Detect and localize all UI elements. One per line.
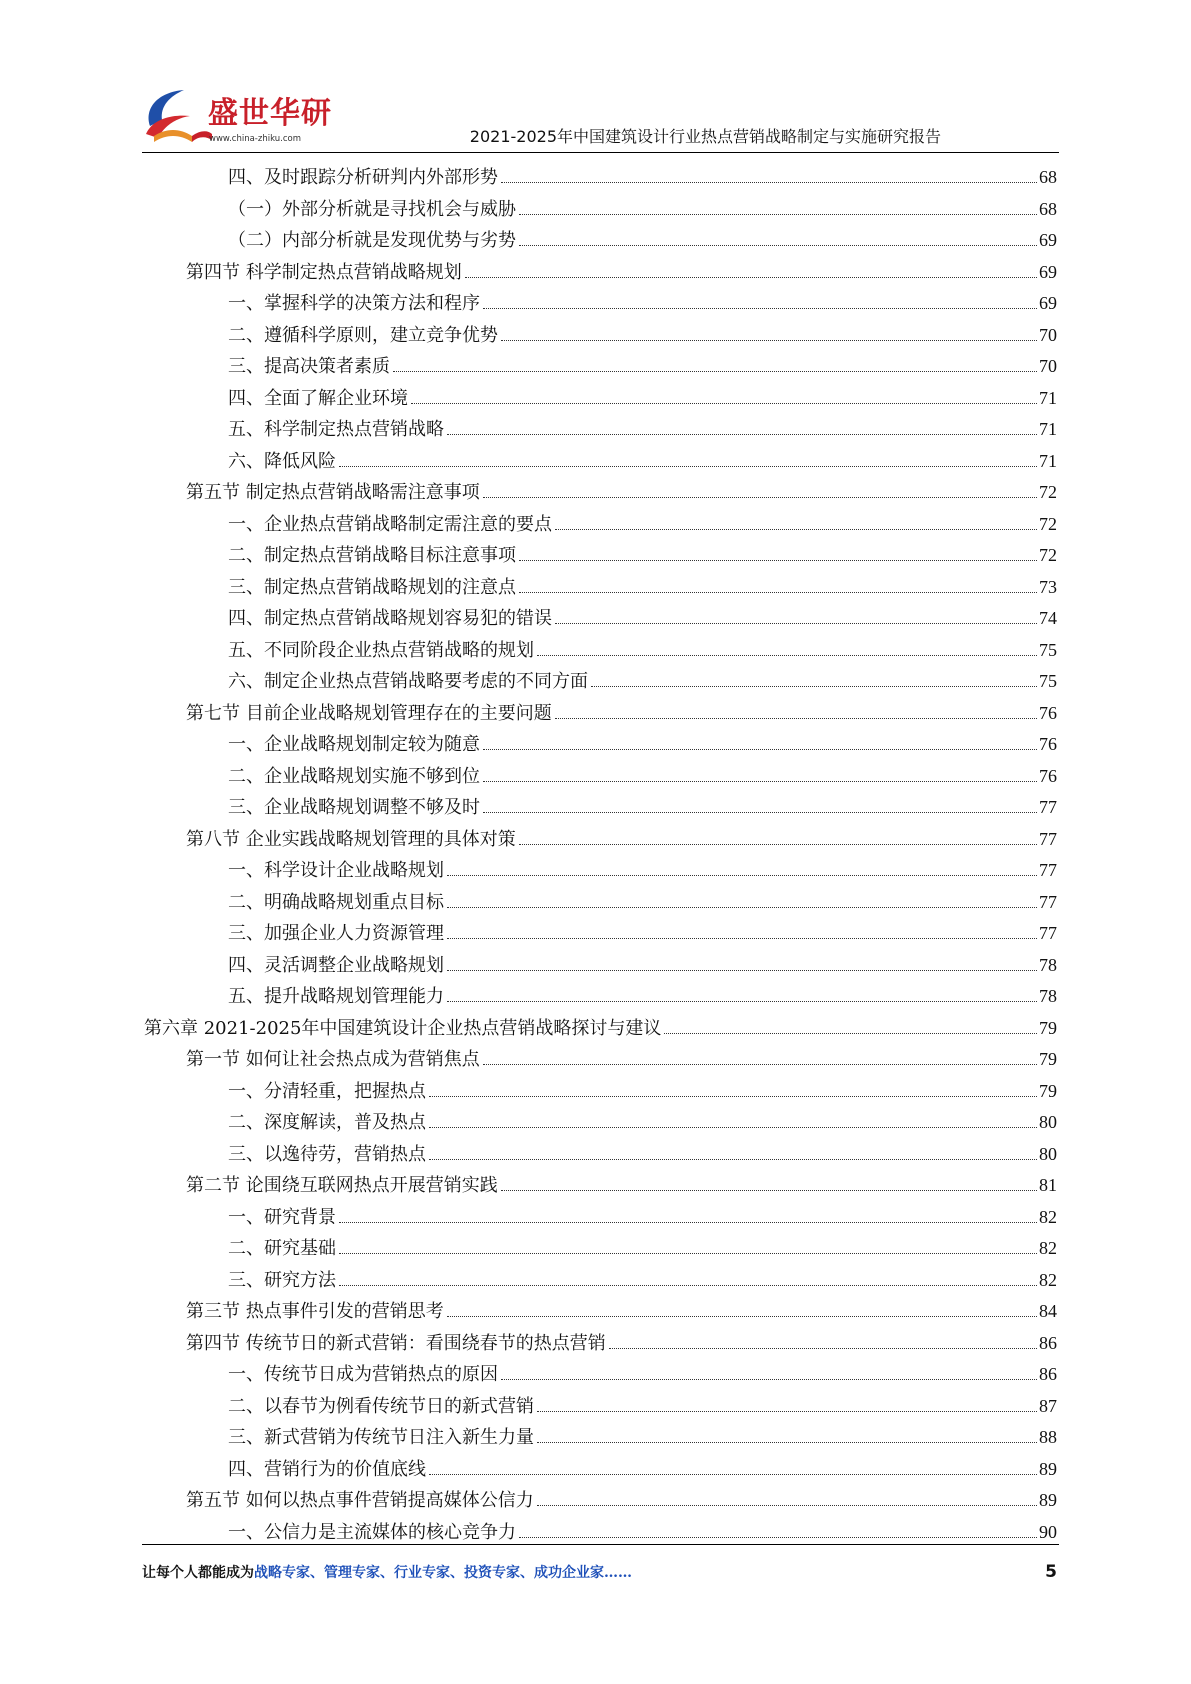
- toc-page-number: 70: [1039, 356, 1057, 376]
- toc-dot-leader: [411, 403, 1037, 404]
- toc-page-number: 75: [1039, 639, 1057, 660]
- toc-entry-title: 第四节 科学制定热点营销战略规划: [186, 261, 462, 283]
- toc-page-number: 90: [1039, 1521, 1057, 1542]
- toc-page-number: 75: [1039, 671, 1057, 691]
- toc-entry-title: 五、提升战略规划管理能力: [228, 986, 444, 1007]
- toc-entry[interactable]: [144, 1107, 1057, 1139]
- toc-entry[interactable]: [144, 351, 1057, 383]
- toc-page-number: 70: [1039, 324, 1057, 345]
- toc-dot-leader: [483, 812, 1037, 813]
- slogan-prefix: 让每个人都能成为: [142, 1565, 254, 1581]
- toc-page-number: 79: [1039, 1049, 1057, 1069]
- toc-entry[interactable]: [144, 603, 1057, 635]
- toc-entry[interactable]: [144, 698, 1057, 730]
- toc-page-number: 71: [1039, 419, 1057, 439]
- toc-entry-title: 三、新式营销为传统节日注入新生力量: [228, 1427, 534, 1448]
- toc-entry[interactable]: [144, 572, 1057, 604]
- toc-page-number: 87: [1039, 1395, 1057, 1416]
- toc-page-number: 68: [1039, 167, 1057, 187]
- toc-entry[interactable]: [144, 1391, 1057, 1423]
- toc-entry-title: 四、及时跟踪分析研判内外部形势: [228, 167, 498, 188]
- footer-divider: [142, 1544, 1059, 1545]
- toc-entry[interactable]: [144, 981, 1057, 1013]
- toc-entry[interactable]: [144, 1013, 1057, 1045]
- toc-entry-title: 一、传统节日成为营销热点的原因: [228, 1364, 498, 1385]
- toc-dot-leader: [447, 907, 1037, 908]
- toc-entry-title: 二、企业战略规划实施不够到位: [228, 765, 480, 787]
- toc-entry[interactable]: [144, 257, 1057, 289]
- toc-entry-title: 二、深度解读，普及热点: [228, 1112, 426, 1133]
- toc-dot-leader: [339, 1285, 1037, 1286]
- toc-entry[interactable]: [144, 824, 1057, 856]
- toc-entry-title: 四、制定热点营销战略规划容易犯的错误: [228, 608, 552, 629]
- toc-dot-leader: [519, 245, 1037, 246]
- toc-dot-leader: [519, 592, 1037, 593]
- toc-entry-title: 一、企业战略规划制定较为随意: [228, 734, 480, 755]
- toc-entry[interactable]: [144, 383, 1057, 415]
- toc-entry-title: 第六章 2021-2025年中国建筑设计企业热点营销战略探讨与建议: [144, 1017, 662, 1039]
- toc-entry[interactable]: [144, 446, 1057, 478]
- toc-dot-leader: [591, 686, 1037, 687]
- toc-entry[interactable]: [144, 1139, 1057, 1171]
- toc-dot-leader: [393, 371, 1037, 372]
- toc-dot-leader: [555, 623, 1037, 624]
- toc-page-number: 76: [1039, 734, 1057, 754]
- toc-entry-title: 五、科学制定热点营销战略: [228, 419, 444, 440]
- toc-dot-leader: [447, 970, 1037, 971]
- report-title: 2021-2025年中国建筑设计行业热点营销战略制定与实施研究报告: [469, 127, 941, 146]
- toc-entry-title: 一、分清轻重，把握热点: [228, 1080, 426, 1102]
- toc-dot-leader: [483, 1064, 1037, 1065]
- toc-page-number: 69: [1039, 261, 1057, 282]
- toc-dot-leader: [555, 718, 1037, 719]
- toc-page-number: 80: [1039, 1112, 1057, 1132]
- toc-entry-title: 二、明确战略规划重点目标: [228, 891, 444, 913]
- toc-entry[interactable]: [144, 855, 1057, 887]
- toc-dot-leader: [447, 434, 1037, 435]
- toc-entry[interactable]: [144, 288, 1057, 320]
- toc-entry[interactable]: [144, 1296, 1057, 1328]
- toc-page-number: 73: [1039, 576, 1057, 597]
- toc-page-number: 89: [1039, 1490, 1057, 1510]
- toc-entry[interactable]: [144, 1265, 1057, 1297]
- toc-entry[interactable]: [144, 918, 1057, 950]
- toc-entry[interactable]: [144, 509, 1057, 541]
- toc-dot-leader: [429, 1474, 1037, 1475]
- toc-entry-title: 第七节 目前企业战略规划管理存在的主要问题: [186, 702, 552, 724]
- toc-entry-title: 四、营销行为的价值底线: [228, 1458, 426, 1480]
- toc-dot-leader: [339, 1222, 1037, 1223]
- toc-dot-leader: [483, 497, 1037, 498]
- toc-dot-leader: [537, 655, 1037, 656]
- slogan-highlight: 战略专家、管理专家、行业专家、投资专家、成功企业家……: [254, 1565, 632, 1581]
- toc-entry-title: 一、研究背景: [228, 1206, 336, 1228]
- toc-dot-leader: [555, 529, 1037, 530]
- toc-entry[interactable]: [144, 225, 1057, 257]
- toc-page-number: 71: [1039, 450, 1057, 471]
- toc-entry-title: 第一节 如何让社会热点成为营销焦点: [186, 1049, 480, 1070]
- toc-entry-title: 二、研究基础: [228, 1238, 336, 1259]
- toc-entry-title: 五、不同阶段企业热点营销战略的规划: [228, 639, 534, 661]
- toc-entry-title: 第四节 传统节日的新式营销：看围绕春节的热点营销: [186, 1332, 606, 1354]
- toc-dot-leader: [519, 844, 1037, 845]
- toc-page-number: 72: [1039, 545, 1057, 565]
- page-number: 5: [1045, 1562, 1057, 1582]
- toc-page-number: 68: [1039, 198, 1057, 219]
- toc-entry-title: 六、降低风险: [228, 450, 336, 472]
- toc-entry-title: 三、制定热点营销战略规划的注意点: [228, 576, 516, 598]
- toc-dot-leader: [447, 1001, 1037, 1002]
- table-of-contents: [144, 162, 1057, 1548]
- toc-entry[interactable]: [144, 540, 1057, 572]
- toc-page-number: 86: [1039, 1332, 1057, 1353]
- toc-entry-title: 二、以春节为例看传统节日的新式营销: [228, 1395, 534, 1417]
- toc-page-number: 82: [1039, 1269, 1057, 1290]
- toc-entry[interactable]: [144, 1454, 1057, 1486]
- toc-entry-title: 三、加强企业人力资源管理: [228, 923, 444, 944]
- toc-entry-title: 一、企业热点营销战略制定需注意的要点: [228, 513, 552, 535]
- toc-dot-leader: [339, 466, 1037, 467]
- toc-page-number: 77: [1039, 891, 1057, 912]
- toc-entry[interactable]: [144, 1328, 1057, 1360]
- toc-page-number: 79: [1039, 1017, 1057, 1038]
- toc-entry[interactable]: [144, 761, 1057, 793]
- toc-dot-leader: [501, 182, 1037, 183]
- toc-entry[interactable]: [144, 666, 1057, 698]
- toc-entry[interactable]: [144, 1422, 1057, 1454]
- toc-entry-title: 一、公信力是主流媒体的核心竞争力: [228, 1521, 516, 1543]
- toc-entry[interactable]: [144, 320, 1057, 352]
- toc-entry[interactable]: [144, 477, 1057, 509]
- toc-entry[interactable]: [144, 194, 1057, 226]
- toc-page-number: 78: [1039, 986, 1057, 1006]
- toc-entry[interactable]: [144, 1170, 1057, 1202]
- toc-page-number: 76: [1039, 702, 1057, 723]
- toc-page-number: 81: [1039, 1175, 1057, 1195]
- toc-dot-leader: [519, 1537, 1037, 1538]
- toc-entry[interactable]: [144, 1044, 1057, 1076]
- toc-page-number: 74: [1039, 608, 1057, 628]
- toc-entry-title: 四、全面了解企业环境: [228, 387, 408, 409]
- toc-page-number: 82: [1039, 1206, 1057, 1227]
- toc-entry-title: 第五节 制定热点营销战略需注意事项: [186, 482, 480, 503]
- toc-entry-title: 第二节 论围绕互联网热点开展营销实践: [186, 1175, 498, 1196]
- toc-entry[interactable]: [144, 1076, 1057, 1108]
- toc-entry-title: 三、提高决策者素质: [228, 356, 390, 377]
- toc-entry-title: 第五节 如何以热点事件营销提高媒体公信力: [186, 1490, 534, 1511]
- toc-dot-leader: [465, 277, 1037, 278]
- footer-slogan: [142, 1563, 632, 1583]
- toc-page-number: 88: [1039, 1427, 1057, 1447]
- toc-dot-leader: [447, 938, 1037, 939]
- toc-dot-leader: [609, 1348, 1037, 1349]
- page-header: [0, 0, 1191, 160]
- toc-entry[interactable]: [144, 950, 1057, 982]
- toc-page-number: 80: [1039, 1143, 1057, 1164]
- toc-entry-title: 三、研究方法: [228, 1269, 336, 1291]
- toc-entry-title: 四、灵活调整企业战略规划: [228, 954, 444, 976]
- toc-entry[interactable]: [144, 1359, 1057, 1391]
- toc-entry[interactable]: [144, 162, 1057, 194]
- toc-dot-leader: [447, 1316, 1037, 1317]
- toc-page-number: 69: [1039, 230, 1057, 250]
- toc-entry[interactable]: [144, 414, 1057, 446]
- toc-entry-title: 三、企业战略规划调整不够及时: [228, 797, 480, 818]
- toc-page-number: 82: [1039, 1238, 1057, 1258]
- toc-entry-title: （一）外部分析就是寻找机会与威胁: [228, 198, 516, 220]
- header-divider: [142, 152, 1059, 153]
- toc-dot-leader: [537, 1411, 1037, 1412]
- toc-page-number: 72: [1039, 513, 1057, 534]
- toc-dot-leader: [429, 1127, 1037, 1128]
- toc-entry[interactable]: [144, 887, 1057, 919]
- toc-dot-leader: [664, 1033, 1037, 1034]
- toc-dot-leader: [429, 1159, 1037, 1160]
- toc-dot-leader: [483, 749, 1037, 750]
- toc-page-number: 77: [1039, 923, 1057, 943]
- toc-page-number: 72: [1039, 482, 1057, 502]
- logo-brand-name: 盛世华研: [208, 96, 332, 131]
- toc-entry[interactable]: [144, 729, 1057, 761]
- toc-dot-leader: [429, 1096, 1037, 1097]
- toc-entry-title: 一、科学设计企业战略规划: [228, 860, 444, 881]
- toc-entry[interactable]: [144, 1485, 1057, 1517]
- toc-entry-title: 六、制定企业热点营销战略要考虑的不同方面: [228, 671, 588, 692]
- toc-page-number: 79: [1039, 1080, 1057, 1101]
- toc-entry[interactable]: [144, 635, 1057, 667]
- toc-dot-leader: [501, 1190, 1037, 1191]
- toc-dot-leader: [447, 875, 1037, 876]
- toc-page-number: 77: [1039, 860, 1057, 880]
- toc-page-number: 77: [1039, 828, 1057, 849]
- toc-entry-title: 二、遵循科学原则，建立竞争优势: [228, 324, 498, 346]
- toc-page-number: 86: [1039, 1364, 1057, 1384]
- toc-entry[interactable]: [144, 792, 1057, 824]
- logo-website: www.china-zhiku.com: [209, 134, 301, 144]
- toc-dot-leader: [339, 1253, 1037, 1254]
- toc-page-number: 71: [1039, 387, 1057, 408]
- toc-entry-title: 第三节 热点事件引发的营销思考: [186, 1301, 444, 1322]
- toc-dot-leader: [519, 214, 1037, 215]
- toc-entry-title: 二、制定热点营销战略目标注意事项: [228, 545, 516, 566]
- toc-entry-title: 一、掌握科学的决策方法和程序: [228, 293, 480, 314]
- toc-page-number: 84: [1039, 1301, 1057, 1321]
- toc-dot-leader: [519, 560, 1037, 561]
- toc-dot-leader: [483, 781, 1037, 782]
- toc-entry[interactable]: [144, 1233, 1057, 1265]
- toc-dot-leader: [501, 1379, 1037, 1380]
- toc-dot-leader: [483, 308, 1037, 309]
- toc-page-number: 78: [1039, 954, 1057, 975]
- toc-dot-leader: [501, 340, 1037, 341]
- toc-page-number: 77: [1039, 797, 1057, 817]
- toc-entry-title: 第八节 企业实践战略规划管理的具体对策: [186, 828, 516, 850]
- toc-entry-title: 三、以逸待劳，营销热点: [228, 1143, 426, 1165]
- toc-dot-leader: [537, 1442, 1037, 1443]
- toc-entry[interactable]: [144, 1202, 1057, 1234]
- toc-page-number: 76: [1039, 765, 1057, 786]
- toc-entry-title: （二）内部分析就是发现优势与劣势: [228, 230, 516, 251]
- toc-page-number: 69: [1039, 293, 1057, 313]
- toc-dot-leader: [537, 1505, 1037, 1506]
- toc-page-number: 89: [1039, 1458, 1057, 1479]
